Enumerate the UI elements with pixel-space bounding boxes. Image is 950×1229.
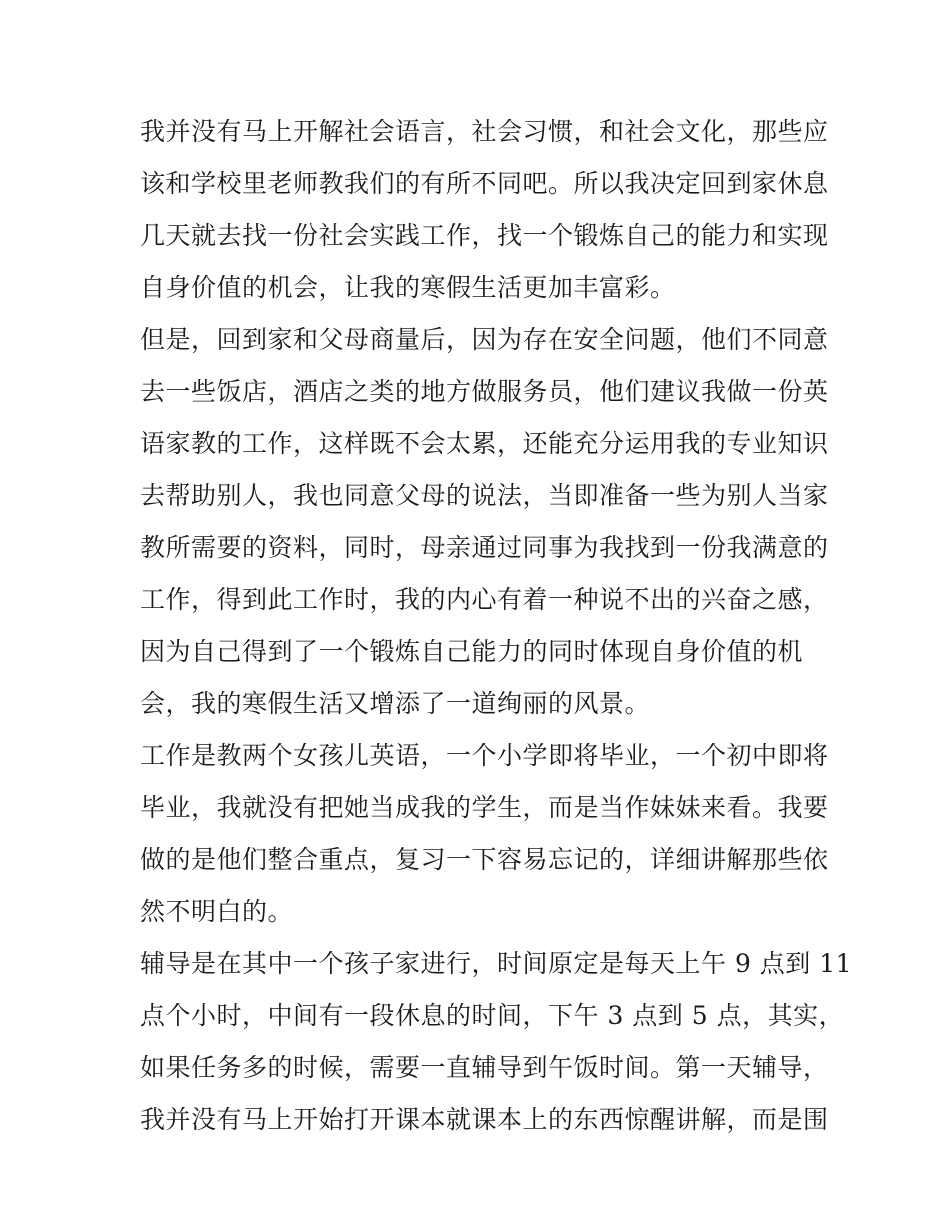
text-line: 会，我的寒假生活又增添了一道绚丽的风景。 [140,689,651,718]
text-line: 但是，回到家和父母商量后，因为存在安全问题，他们不同意 [140,325,829,354]
text-line: 辅导是在其中一个孩子家进行，时间原定是每天上午 9 点到 11 [140,949,853,978]
text-line: 如果任务多的时候，需要一直辅导到午饭时间。第一天辅导， [140,1053,829,1082]
text-line: 去帮助别人，我也同意父母的说法，当即准备一些为别人当家 [140,481,829,510]
text-line: 语家教的工作，这样既不会太累，还能充分运用我的专业知识 [140,429,829,458]
text-line: 教所需要的资料，同时，母亲通过同事为我找到一份我满意的 [140,533,829,562]
paragraph [140,314,829,730]
paragraph [140,938,853,1146]
text-line: 工作，得到此工作时，我的内心有着一种说不出的兴奋之感， [140,585,829,614]
text-line: 该和学校里老师教我们的有所不同吧。所以我决定回到家休息 [140,169,829,198]
paragraph [140,730,829,938]
text-line: 自身价值的机会，让我的寒假生活更加丰富彩。 [140,273,676,302]
text-line: 我并没有马上开始打开课本就课本上的东西惊醒讲解，而是围 [140,1105,829,1134]
text-line: 因为自己得到了一个锻炼自己能力的同时体现自身价值的机 [140,637,804,666]
text-line: 毕业，我就没有把她当成我的学生，而是当作妹妹来看。我要 [140,793,829,822]
document-body [140,106,853,1146]
text-line: 然不明白的。 [140,897,294,926]
text-line: 点个小时，中间有一段休息的时间，下午 3 点到 5 点，其实， [140,1001,845,1030]
text-line: 做的是他们整合重点，复习一下容易忘记的，详细讲解那些依 [140,845,829,874]
paragraph [140,106,829,314]
text-line: 去一些饭店，酒店之类的地方做服务员，他们建议我做一份英 [140,377,829,406]
text-line: 几天就去找一份社会实践工作，找一个锻炼自己的能力和实现 [140,221,829,250]
text-line: 工作是教两个女孩儿英语，一个小学即将毕业，一个初中即将 [140,741,829,770]
text-line: 我并没有马上开解社会语言，社会习惯，和社会文化，那些应 [140,117,829,146]
